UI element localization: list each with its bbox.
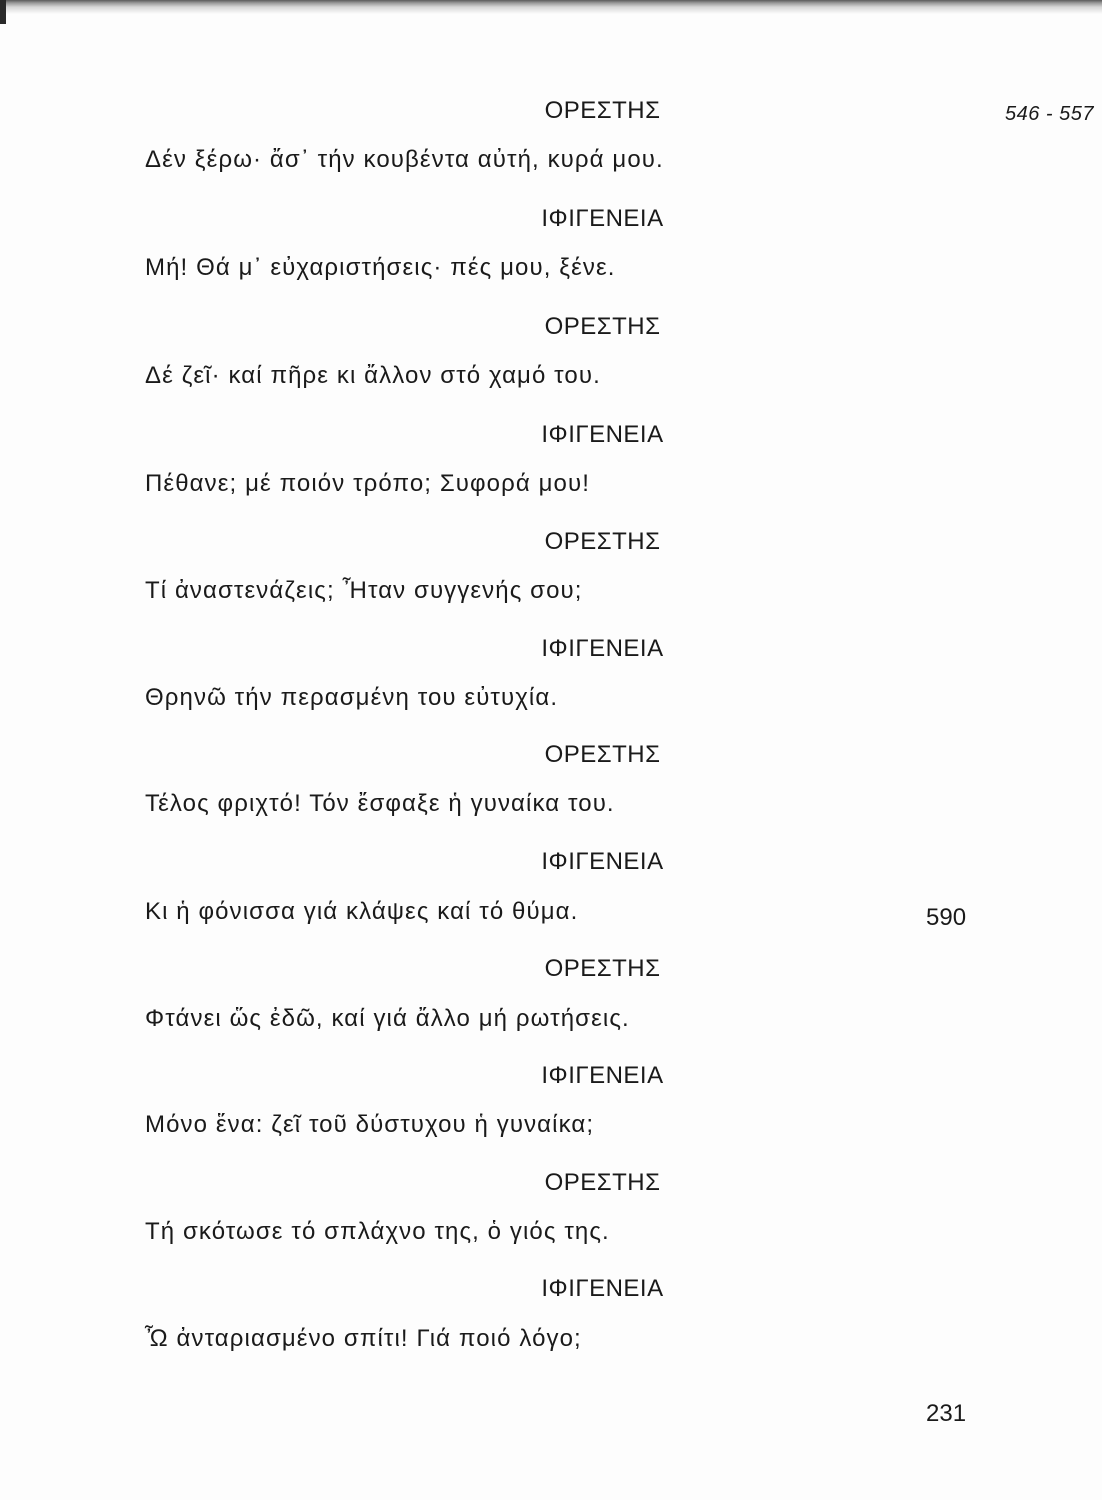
line-reference: 546 - 557 — [1004, 103, 1094, 125]
verse-line: Φτάνει ὥς ἐδῶ, καί γιά ἄλλο μή ρωτήσεις. — [145, 1005, 630, 1032]
verse-line: Κι ἡ φόνισσα γιά κλάψες καί τό θύμα. — [145, 898, 579, 925]
speaker-label: ΟΡΕΣΤΗΣ — [544, 955, 661, 982]
verse-line: Δέν ξέρω· ἄσ᾽ τήν κουβέντα αὐτή, κυρά μου. — [145, 146, 664, 173]
speaker-label: ΟΡΕΣΤΗΣ — [544, 741, 661, 768]
verse-line: Μόνο ἕνα: ζεῖ τοῦ δύστυχου ἡ γυναίκα; — [145, 1111, 595, 1138]
speaker-label: ΙΦΙΓΕΝΕΙΑ — [541, 1275, 664, 1302]
speaker-label: ΟΡΕΣΤΗΣ — [544, 313, 661, 340]
verse-line: Τέλος φριχτό! Τόν ἔσφαξε ἡ γυναίκα του. — [145, 790, 615, 817]
speaker-label: ΙΦΙΓΕΝΕΙΑ — [541, 1062, 664, 1089]
speaker-label: ΙΦΙΓΕΝΕΙΑ — [541, 421, 664, 448]
scan-corner-mark — [0, 0, 6, 24]
line-number: 590 — [926, 904, 967, 931]
verse-line: Τή σκότωσε τό σπλάχνο της, ὁ γιός της. — [145, 1218, 610, 1245]
verse-line: Δέ ζεῖ· καί πῆρε κι ἄλλον στό χαμό του. — [145, 362, 601, 389]
page-number: 231 — [926, 1400, 967, 1427]
verse-line: Ὦ ἀνταριασμένο σπίτι! Γιά ποιό λόγο; — [145, 1325, 582, 1352]
speaker-label: ΙΦΙΓΕΝΕΙΑ — [541, 848, 664, 875]
scan-top-edge — [0, 0, 1102, 14]
verse-line: Πέθανε; μέ ποιόν τρόπο; Συφορά μου! — [145, 470, 590, 497]
speaker-label: ΙΦΙΓΕΝΕΙΑ — [541, 635, 664, 662]
speaker-label: ΙΦΙΓΕΝΕΙΑ — [541, 205, 664, 232]
verse-line: Τί ἀναστενάζεις; Ἦταν συγγενής σου; — [145, 577, 583, 604]
verse-line: Θρηνῶ τήν περασμένη του εὐτυχία. — [145, 684, 559, 711]
speaker-label: ΟΡΕΣΤΗΣ — [544, 97, 661, 124]
speaker-label: ΟΡΕΣΤΗΣ — [544, 528, 661, 555]
speaker-label: ΟΡΕΣΤΗΣ — [544, 1169, 661, 1196]
verse-line: Μή! Θά μ᾽ εὐχαριστήσεις· πές μου, ξένε. — [145, 254, 616, 281]
